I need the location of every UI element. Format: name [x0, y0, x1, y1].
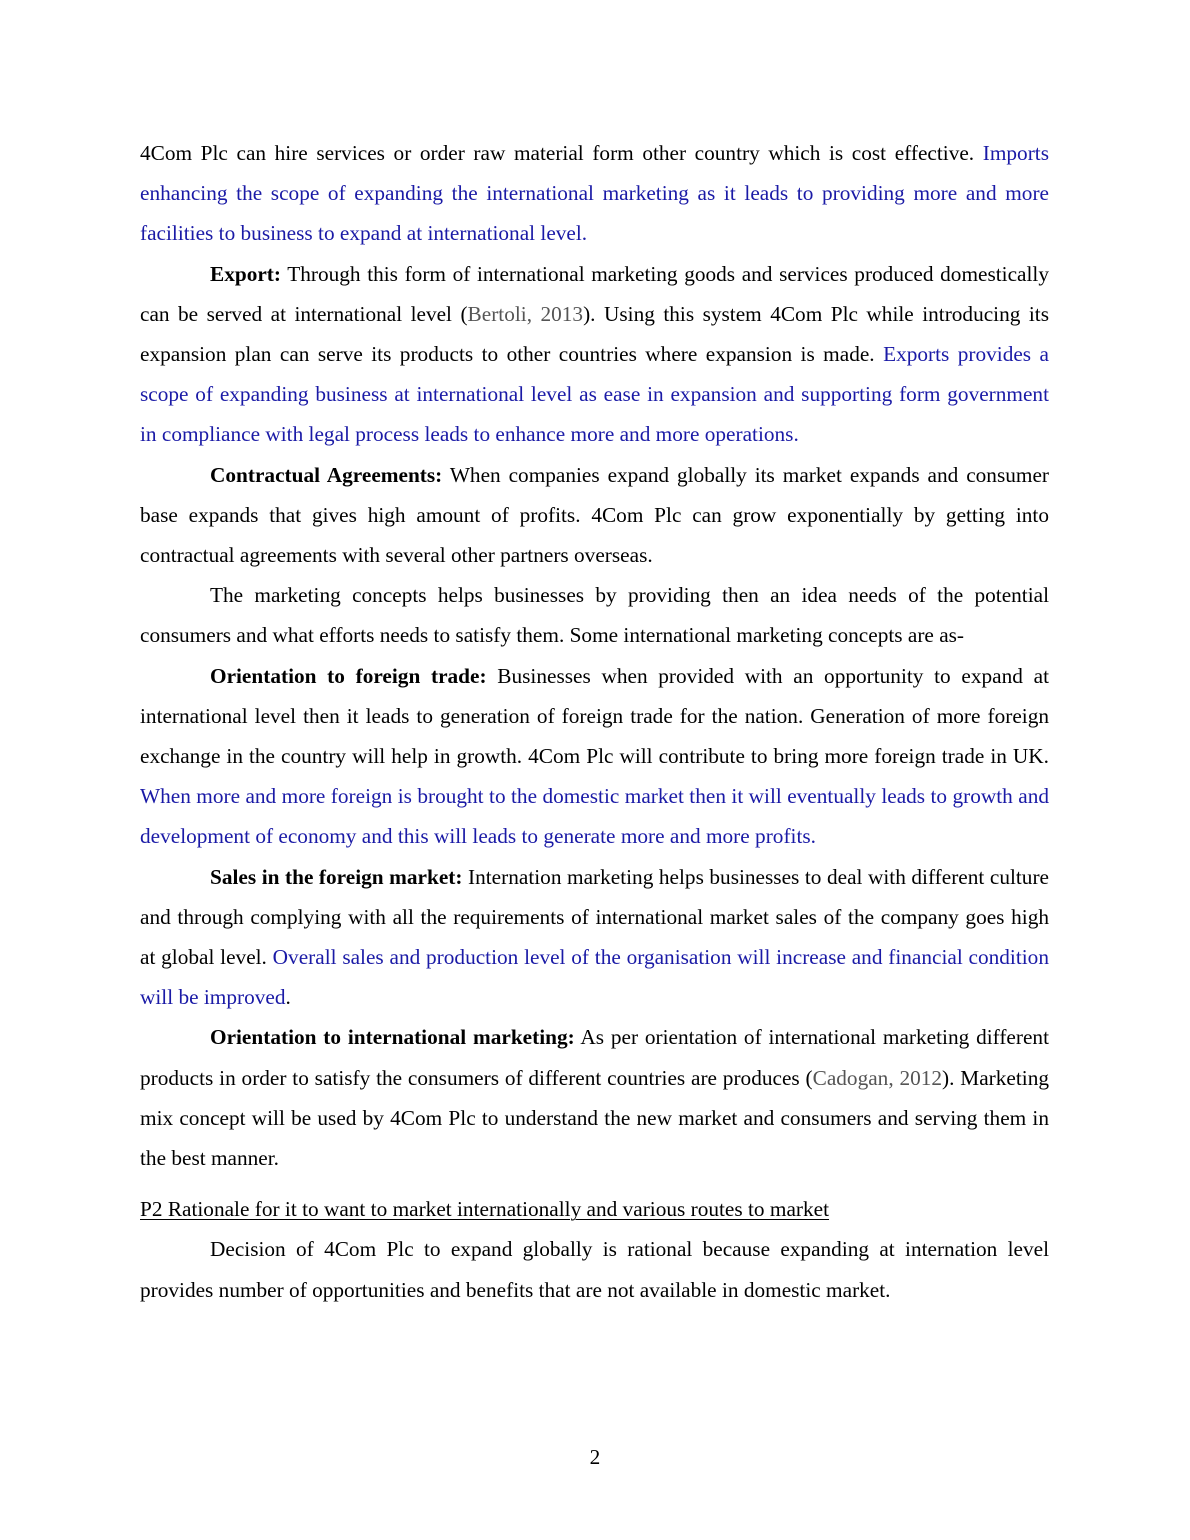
- highlighted-text: Imports enhancing the scope of expanding the international marketing as it leads to providing more and more facilities to business to expand at international level.: [140, 141, 1049, 246]
- paragraph-imports: [140, 133, 1049, 254]
- section-heading: P2 Rationale for it to want to market internationally and various routes to market: [140, 1197, 830, 1222]
- highlighted-text: Exports provides a scope of expanding business at international level as ease in expansion and supporting form government in compliance with legal process leads to enhance more and more operations.: [140, 342, 1049, 447]
- page-number: 2: [589, 1445, 601, 1469]
- highlighted-text: Overall sales and production level of the organisation will increase and financial condition will be improved: [140, 945, 1049, 1010]
- paragraph-text: When companies expand globally its market expands and consumer base expands that gives high amount of profits. 4Com Plc can grow exponentially by getting into contractual agreements with several other partners overseas.: [140, 462, 1049, 568]
- term-label: Export:: [210, 261, 281, 286]
- paragraph-foreign-sales: [140, 857, 1049, 1018]
- paragraph-text: Decision of 4Com Plc to expand globally is rational because expanding at internation level provides number of opportunities and benefits that are not available in domestic market.: [140, 1237, 1049, 1302]
- paragraph-text: ). Using this system 4Com Plc while introducing its expansion plan can serve its products to other countries where expansion is made.: [140, 301, 1049, 367]
- paragraph-international-marketing: [140, 1017, 1049, 1178]
- citation: Cadogan, 2012: [812, 1065, 943, 1090]
- paragraph-export: [140, 254, 1049, 455]
- paragraph-foreign-trade: [140, 656, 1049, 857]
- paragraph-text: Businesses when provided with an opportunity to expand at international level then it leads to generation of foreign trade for the nation. Generation of more foreign exchange in the country will help in growth. 4Com Plc will contribute to bring more foreign trade in UK.: [140, 663, 1049, 769]
- term-label: Orientation to foreign trade:: [210, 663, 487, 688]
- term-label: Contractual Agreements:: [210, 462, 443, 487]
- paragraph-text: Through this form of international marketing goods and services produced domestically can be served at international level (: [140, 261, 1049, 326]
- paragraph-rationale: [140, 1229, 1049, 1309]
- paragraph-marketing-concepts: [140, 575, 1049, 655]
- paragraph-contractual-agreements: [140, 455, 1049, 576]
- paragraph-text: ). Marketing mix concept will be used by 4Com Plc to understand the new market and consumers and serving them in the best manner.: [140, 1065, 1049, 1171]
- citation: Bertoli, 2013: [467, 301, 584, 326]
- paragraph-text: The marketing concepts helps businesses by providing then an idea needs of the potential consumers and what efforts needs to satisfy them. Some international marketing concepts are as-: [140, 583, 1049, 648]
- term-label: Sales in the foreign market:: [210, 864, 463, 889]
- paragraph-text: .: [285, 985, 291, 1010]
- paragraph-text: Internation marketing helps businesses to deal with different culture and through complying with all the requirements of international market sales of the company goes high at global level.: [140, 864, 1049, 970]
- paragraph-text: As per orientation of international marketing different products in order to satisfy the consumers of different countries are produces (: [140, 1025, 1049, 1090]
- term-label: Orientation to international marketing:: [210, 1025, 575, 1050]
- paragraph-text: 4Com Plc can hire services or order raw material form other country which is cost effective.: [140, 141, 983, 165]
- document-body: [140, 133, 1049, 1310]
- highlighted-text: When more and more foreign is brought to the domestic market then it will eventually leads to growth and development of economy and this will leads to generate more and more profits.: [140, 784, 1049, 849]
